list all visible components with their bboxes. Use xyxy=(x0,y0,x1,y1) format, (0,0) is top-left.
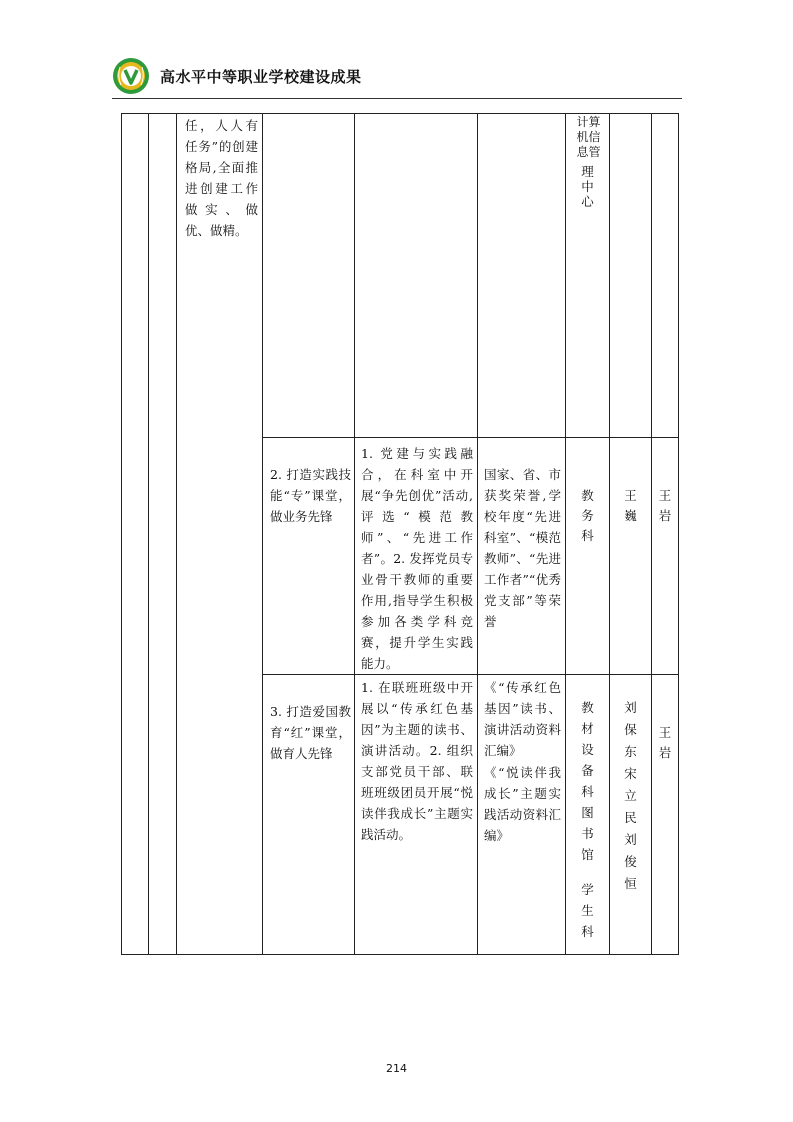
responsible-vertical xyxy=(610,438,651,526)
leader-vertical xyxy=(652,438,678,526)
department-char: 务 xyxy=(581,508,594,523)
outcome-text: 《“传承红色基因”读书、演讲活动资料汇编》 xyxy=(484,680,561,758)
department-char: 心 xyxy=(581,194,594,209)
school-logo-icon xyxy=(112,57,150,95)
task-text: 3. 打造爱国教育“红”课堂，做育人先锋 xyxy=(270,704,351,761)
department-cell xyxy=(566,675,610,955)
content-cell xyxy=(355,114,478,438)
leader-char: 王 xyxy=(658,725,672,740)
category-cell xyxy=(149,114,177,955)
measure-cell xyxy=(177,114,263,955)
outcome-cell xyxy=(478,114,566,438)
department-char: 材 xyxy=(581,721,594,736)
responsible-char: 刘 xyxy=(624,700,637,715)
task-cell xyxy=(263,114,355,438)
department-char: 学 xyxy=(581,882,594,897)
department-char: 书 xyxy=(581,826,594,841)
header-divider xyxy=(112,98,682,99)
task-cell xyxy=(263,438,355,675)
department-char: 教 xyxy=(581,488,594,503)
responsible-char: 俊 xyxy=(624,854,637,869)
department-char: 教 xyxy=(581,700,594,715)
responsible-cell xyxy=(610,438,652,675)
department-char: 备 xyxy=(581,763,594,778)
content-cell xyxy=(355,675,478,955)
leader-cell xyxy=(652,438,679,675)
outcome-cell xyxy=(478,438,566,675)
responsible-vertical xyxy=(610,675,651,895)
page-number: 214 xyxy=(386,1062,407,1075)
task-text: 2. 打造实践技能“专”课堂，做业务先锋 xyxy=(270,467,351,524)
responsible-char: 恒 xyxy=(624,876,637,891)
department-char: 科 xyxy=(581,784,594,799)
leader-char: 岩 xyxy=(658,508,672,523)
department-char: 理 xyxy=(581,164,594,179)
responsible-cell xyxy=(610,675,652,955)
header-title: 高水平中等职业学校建设成果 xyxy=(160,67,362,86)
department-cell xyxy=(566,114,610,438)
department-cell xyxy=(566,438,610,675)
table-row xyxy=(122,114,679,438)
responsible-char: 东 xyxy=(624,744,637,759)
content-text: 1. 党建与实践融合，在科室中开展“争先创优”活动,评选“模范教师”、“先进工作者”。2. 发挥党员专业骨干教师的重要作用,指导学生积极参加各类学科竞赛，提升学生实践能力。 xyxy=(361,446,473,671)
leader-vertical xyxy=(652,675,678,763)
leader-char: 王 xyxy=(658,488,672,503)
department-char: 科 xyxy=(581,924,594,939)
outcome-text: 国家、省、市获奖荣誉,学校年度“先进科室”、“模范教师”、“先进工作者”“优秀党支部”等荣誉 xyxy=(484,467,561,629)
responsible-char: 巍 xyxy=(624,508,637,523)
department-char: 图 xyxy=(581,805,594,820)
responsible-char: 宋 xyxy=(624,766,637,781)
outcome-text: 《“悦读伴我成长”主题实践活动资料汇编》 xyxy=(484,765,561,843)
leader-cell xyxy=(652,114,679,438)
department-vertical xyxy=(566,675,609,942)
content-cell xyxy=(355,438,478,675)
leader-cell xyxy=(652,675,679,955)
index-cell xyxy=(122,114,149,955)
leader-char: 岩 xyxy=(658,745,672,760)
page-header xyxy=(112,56,362,96)
responsible-char: 保 xyxy=(624,722,637,737)
department-char: 馆 xyxy=(581,847,594,862)
responsible-char: 王 xyxy=(624,488,637,503)
content-text: 1. 在联班班级中开展以“传承红色基因”为主题的读书、演讲活动。2. 组织支部党员干部、联班班级团员开展“悦读伴我成长”主题实践活动。 xyxy=(361,680,473,842)
department-text: 计算机信息管 xyxy=(576,115,601,159)
department-char: 科 xyxy=(581,528,594,543)
task-cell xyxy=(263,675,355,955)
construction-plan-table xyxy=(121,113,679,955)
responsible-char: 刘 xyxy=(624,832,637,847)
department-vertical xyxy=(566,438,609,546)
department-char: 设 xyxy=(581,742,594,757)
responsible-char: 立 xyxy=(624,788,637,803)
department-char: 生 xyxy=(581,903,594,918)
measure-text: 任，人人有任务”的创建格局,全面推进创建工作做实、做优、做精。 xyxy=(185,118,258,238)
department-char: 中 xyxy=(581,179,594,194)
responsible-cell xyxy=(610,114,652,438)
responsible-char: 民 xyxy=(624,810,637,825)
department-vertical xyxy=(566,164,609,209)
outcome-cell xyxy=(478,675,566,955)
